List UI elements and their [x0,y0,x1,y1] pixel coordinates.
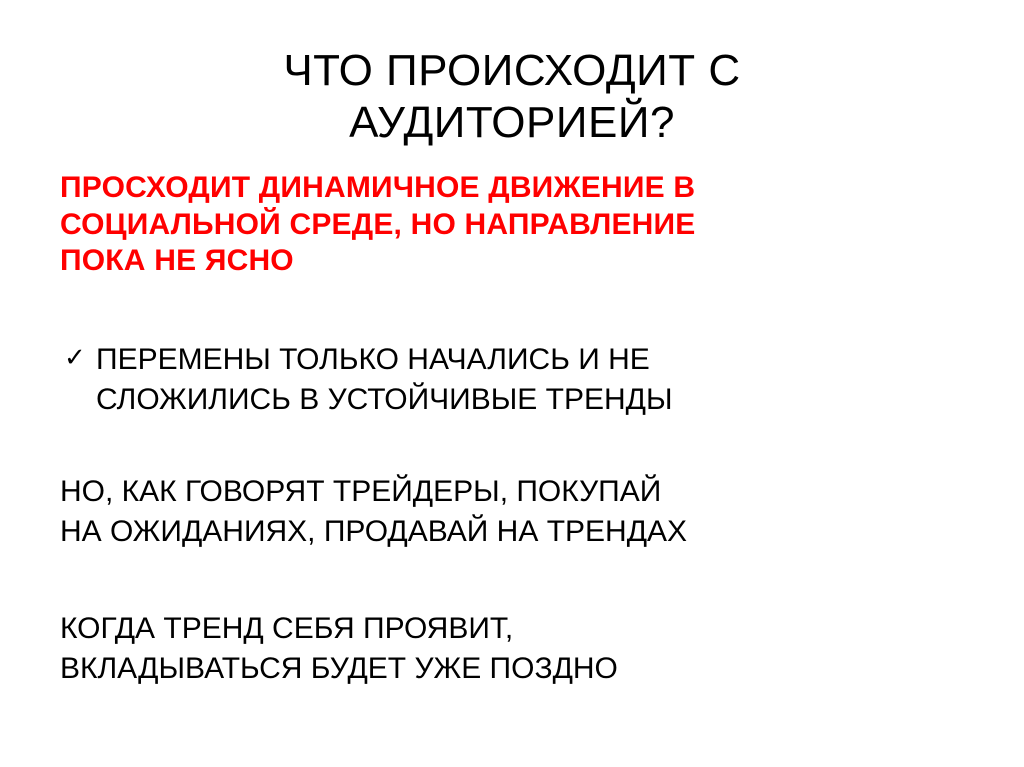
paragraph-trend-line-2: ВКЛАДЫВАТЬСЯ БУДЕТ УЖЕ ПОЗДНО [60,652,618,686]
paragraph-traders-line-2: НА ОЖИДАНИЯХ, ПРОДАВАЙ НА ТРЕНДАХ [60,515,688,549]
paragraph-traders-line-1: НО, КАК ГОВОРЯТ ТРЕЙДЕРЫ, ПОКУПАЙ [60,474,662,508]
bullet-item [60,340,980,420]
paragraph-trend [60,609,980,690]
bullet-line-2: СЛОЖИЛИСЬ В УСТОЙЧИВЫЕ ТРЕНДЫ [96,382,673,416]
lead-line-3: ПОКА НЕ ЯСНО [60,244,294,278]
paragraph-trend-line-1: КОГДА ТРЕНД СЕБЯ ПРОЯВИТ, [60,611,514,645]
page-title [60,45,964,148]
lead-line-1: ПРОСХОДИТ ДИНАМИЧНОЕ ДВИЖЕНИЕ В [60,171,696,204]
lead-statement [60,170,980,280]
slide-body [60,170,980,690]
paragraph-traders [60,472,980,553]
checkmark-icon: ✓ [64,341,86,372]
page-title-line-1: ЧТО ПРОИСХОДИТ С [283,46,741,96]
page-title-line-2: АУДИТОРИЕЙ? [349,97,675,147]
bullet-line-1: ПЕРЕМЕНЫ ТОЛЬКО НАЧАЛИСЬ И НЕ [96,342,650,376]
lead-line-2: СОЦИАЛЬНОЙ СРЕДЕ, НО НАПРАВЛЕНИЕ [60,207,696,241]
